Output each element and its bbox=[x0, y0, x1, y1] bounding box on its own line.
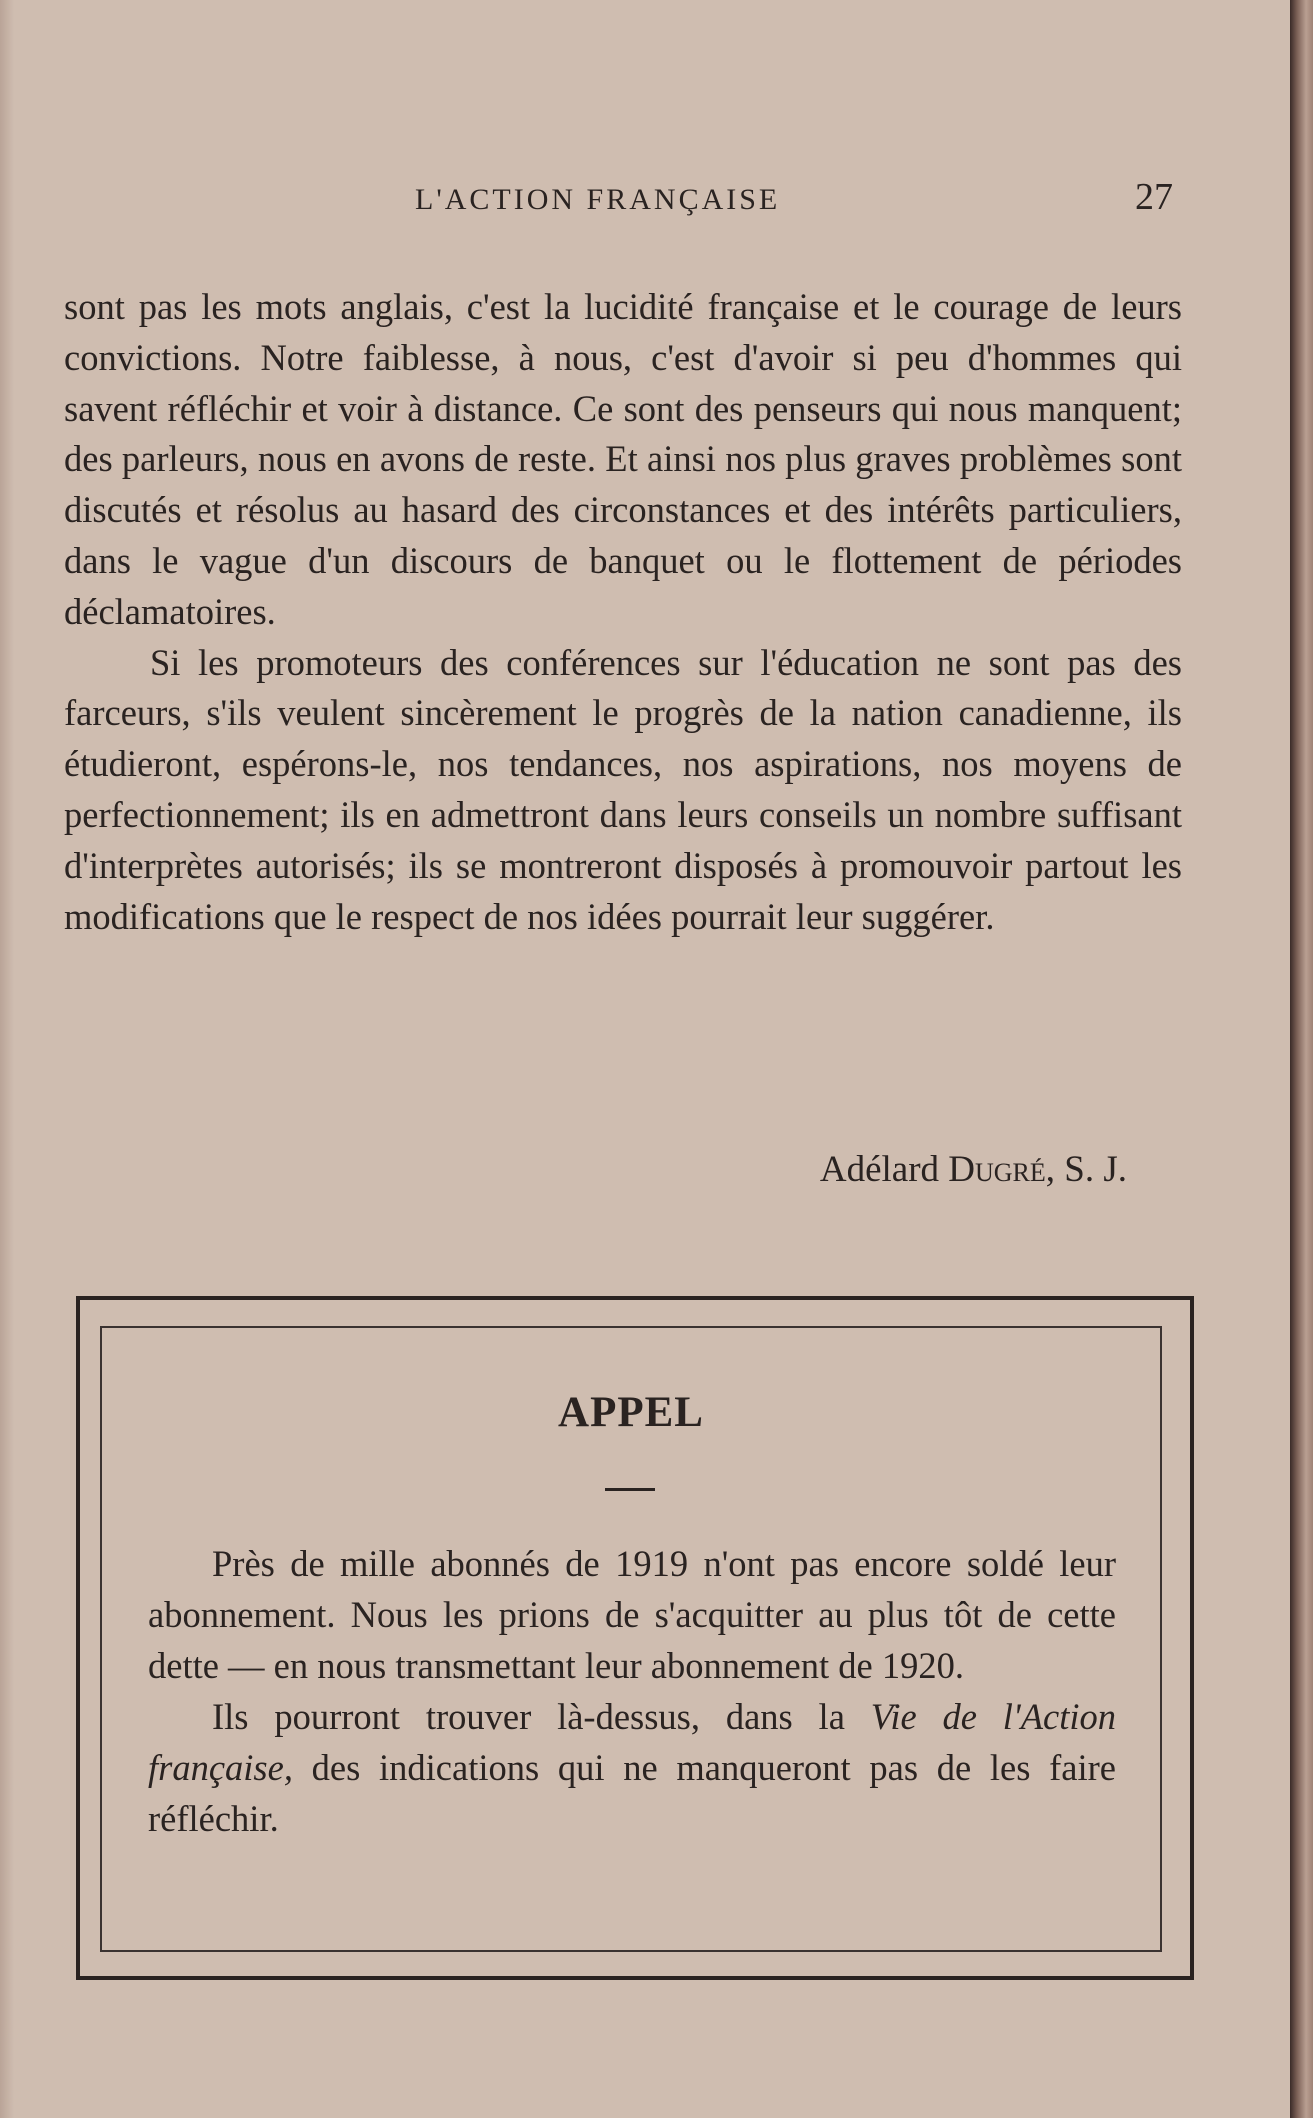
body-paragraph: Si les promoteurs des conférences sur l'éducation ne sont pas des farceurs, s'ils veulent sincèrement le progrès de la nation canadienne, ils étudieront, espérons-le, nos tendances, nos aspirations, nos moyens de perfectionnement; ils en admettront dans leurs conseils un nombre suffisant d'interprètes autorisés; ils se montreront disposés à promouvoir partout les modifications que le respect de nos idées pourrait leur suggérer. bbox=[64, 641, 1182, 937]
running-title: L'ACTION FRANÇAISE bbox=[415, 183, 781, 216]
body-paragraph: sont pas les mots anglais, c'est la lucidité française et le courage de leurs convictions. Notre faiblesse, à nous, c'est d'avoir si peu d'hommes qui savent réfléchir et voir à distance. Ce sont des penseurs qui nous manquent; des parleurs, nous en avons de reste. Et ainsi nos plus graves problèmes sont discutés et résolus au hasard des circonstances et des intérêts particuliers, dans le vague d'un discours de banquet ou le flottement de périodes déclamatoires. bbox=[64, 286, 1182, 632]
signature-first-name: Adélard bbox=[819, 1149, 940, 1190]
notice-title: APPEL bbox=[558, 1389, 704, 1436]
page-left-edge bbox=[0, 0, 14, 2118]
article-body bbox=[64, 282, 1182, 942]
signature-surname: Dugré bbox=[948, 1149, 1046, 1190]
notice-paragraph bbox=[148, 1691, 1116, 1844]
notice-body bbox=[148, 1538, 1116, 1844]
notice-text: des indications qui ne manqueront pas de les faire réfléchir. bbox=[148, 1747, 1116, 1839]
notice-paragraph: Près de mille abonnés de 1919 n'ont pas encore soldé leur abonnement. Nous les prions de s'acquitter au plus tôt de cette dette — en nous transmettant leur abonnement de 1920. bbox=[148, 1543, 1116, 1686]
author-signature bbox=[820, 1148, 1127, 1191]
notice-title-rule bbox=[605, 1488, 655, 1491]
notice-text: Ils pourront trouver là-dessus, dans la bbox=[212, 1696, 871, 1737]
page-binding-edge bbox=[1290, 0, 1313, 2118]
notice-italic-title: Vie de l'Action française, bbox=[148, 1696, 1116, 1788]
page-number: 27 bbox=[1135, 176, 1173, 218]
signature-suffix: , S. J. bbox=[1045, 1149, 1127, 1190]
